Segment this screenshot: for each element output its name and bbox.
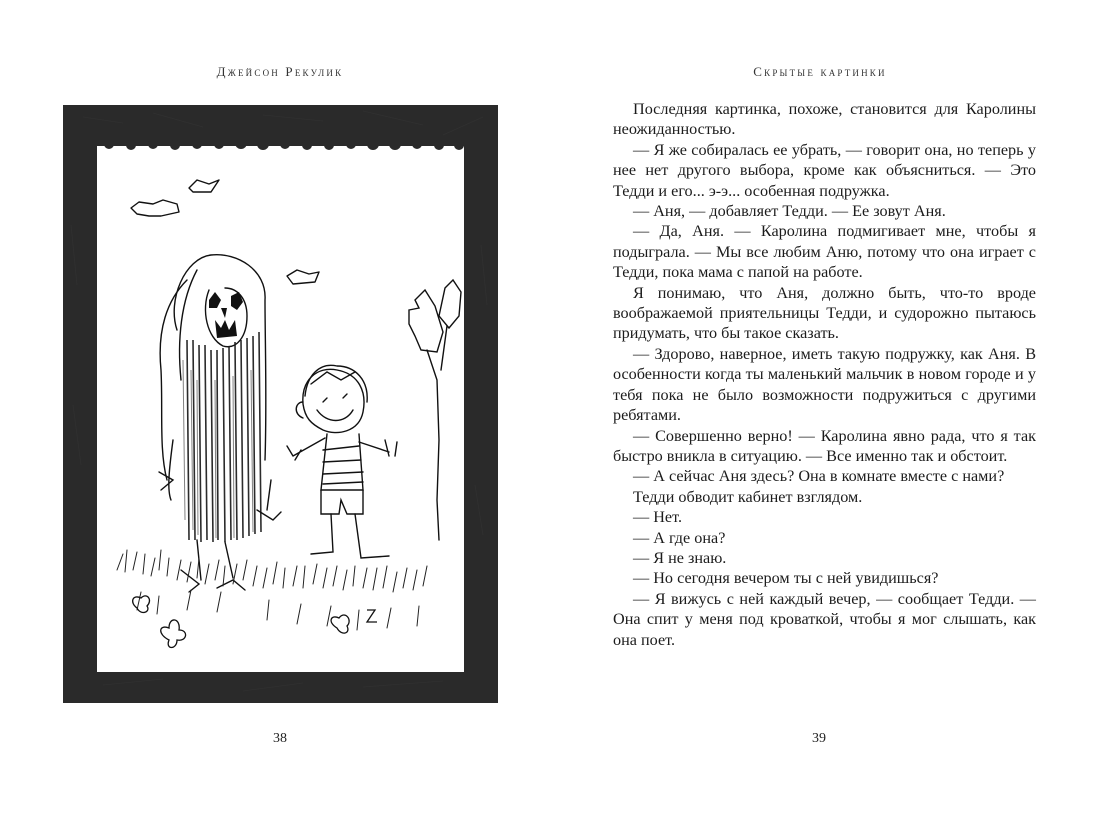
notebook-paper bbox=[97, 140, 464, 672]
paragraph: — Я же собиралась ее убрать, — говорит она, но теперь у нее нет другого выбора, кроме как объясниться. — Это Тедди и его... э-э... особенная подружка. bbox=[613, 140, 1036, 200]
paragraph: Я понимаю, что Аня, должно быть, что-то вроде воображаемой приятельницы Тедди, и судорожно пытаюсь придумать, что бы такое сказать. bbox=[613, 283, 1036, 343]
boy-head bbox=[303, 369, 364, 432]
cloud-3 bbox=[287, 270, 319, 284]
paragraph: — Здорово, наверное, иметь такую подружку, как Аня. В особенности когда ты маленький мальчик в новом городе и у тебя пока не было возможности подружиться с другими ребятами. bbox=[613, 344, 1036, 425]
paragraph: — Я вижусь с ней каждый вечер, — сообщает Тедди. — Она спит у меня под кроваткой, чтобы я мог слышать, как она поет. bbox=[613, 589, 1036, 649]
running-head-title: Скрытые картинки bbox=[753, 64, 887, 79]
perforation-holes bbox=[97, 140, 464, 150]
illustration-frame bbox=[63, 105, 498, 703]
paragraph: — А сейчас Аня здесь? Она в комнате вместе с нами? bbox=[633, 467, 1005, 486]
body-text bbox=[613, 99, 1036, 650]
running-head-author: Джейсон Рекулик bbox=[216, 64, 344, 79]
paragraph: — Да, Аня. — Каролина подмигивает мне, чтобы я подыграла. — Мы все любим Аню, потому что она играет с Тедди, пока мама с папой на работе. bbox=[613, 222, 1036, 282]
right-page bbox=[550, 0, 1100, 825]
paragraph: — Совершенно верно! — Каролина явно рада, что я так быстро вникла в ситуацию. — Все именно так и обстоит. bbox=[613, 426, 1036, 465]
grass bbox=[117, 550, 427, 630]
paragraph: — А где она? bbox=[633, 528, 726, 547]
page-number-left: 38 bbox=[273, 731, 287, 746]
paragraph: — Я не знаю. bbox=[633, 548, 727, 567]
flowers bbox=[133, 596, 377, 648]
tree bbox=[409, 290, 443, 352]
page-number-right: 39 bbox=[812, 731, 826, 746]
paragraph: — Аня, — добавляет Тедди. — Ее зовут Аня. bbox=[633, 202, 946, 221]
paragraph: Тедди обводит кабинет взглядом. bbox=[633, 487, 863, 506]
paragraph: — Нет. bbox=[633, 508, 683, 527]
child-drawing bbox=[97, 140, 464, 672]
cloud-2 bbox=[189, 180, 219, 192]
cloud-1 bbox=[131, 200, 179, 216]
paragraph: Последняя картинка, похоже, становится для Каролины неожиданностью. bbox=[613, 100, 1036, 139]
paragraph: — Но сегодня вечером ты с ней увидишься? bbox=[633, 569, 939, 588]
